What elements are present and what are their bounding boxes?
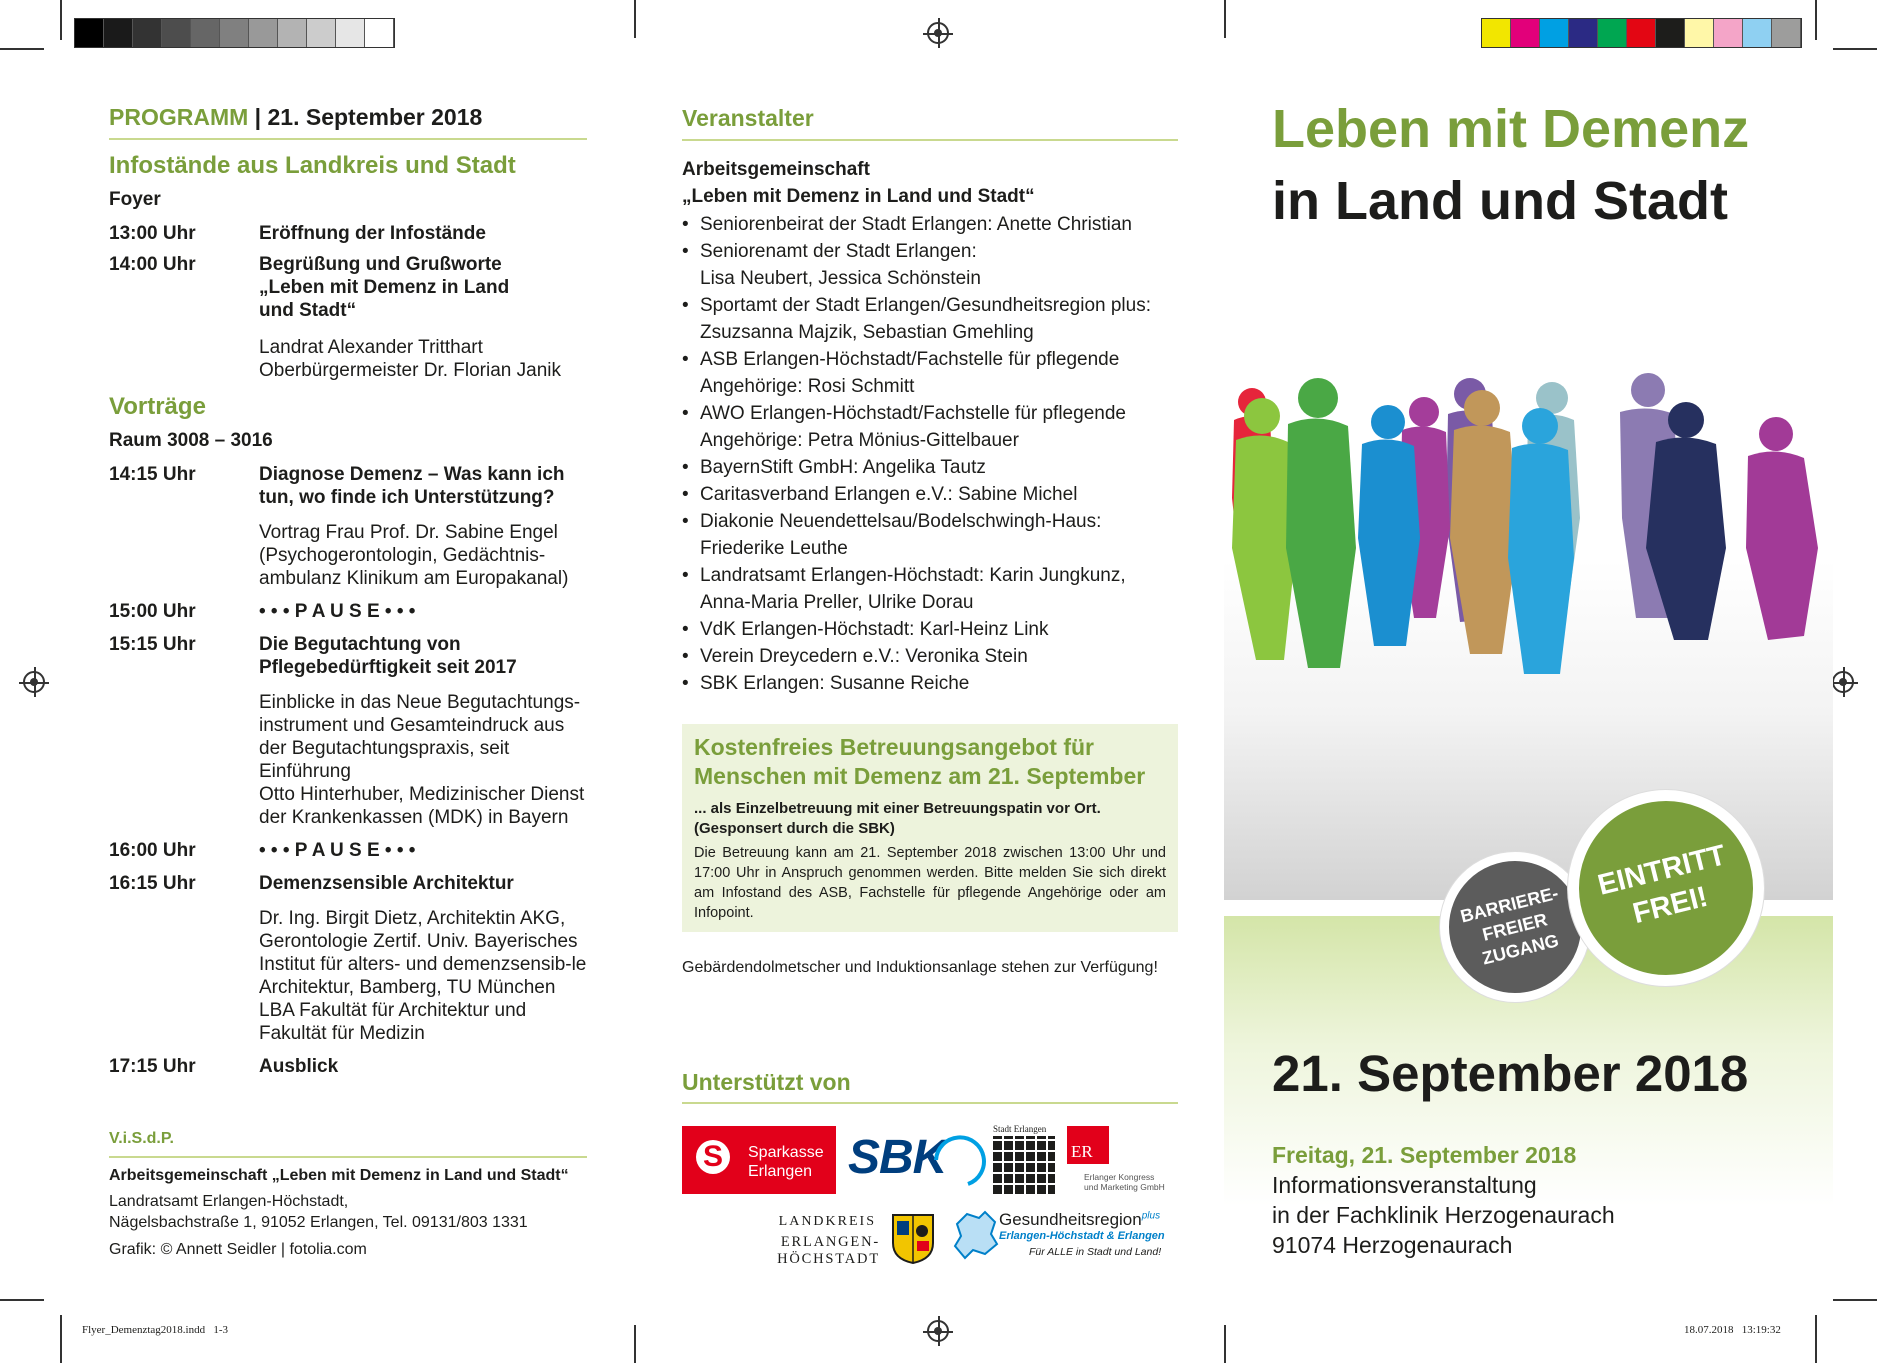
cover-title-2: in Land und Stadt [1272,171,1728,231]
schedule-row [109,1055,589,1078]
free-entry-text: EINTRITT FREI! [1594,839,1730,931]
crop-mark [1224,0,1226,38]
cover-info-1: Informationsveranstaltung [1272,1172,1537,1198]
ekm-text-2: und Marketing GmbH [1084,1182,1165,1192]
schedule-row [109,633,589,829]
schedule-row [109,600,589,623]
list-item: • Seniorenamt der Stadt Erlangen: Lisa Neubert, Jessica Schönstein [682,238,992,292]
grayscale-strip [74,18,395,48]
schedule-time: 17:15 Uhr [109,1056,196,1077]
stadt-erlangen-logo [993,1124,1055,1196]
gr-subtitle: Erlangen-Höchstadt & Erlangen [999,1230,1165,1242]
divider [109,138,587,140]
talks-title: Vorträge [109,393,206,420]
stadt-erlangen-text: Stadt Erlangen [993,1124,1047,1134]
crop-mark [634,1325,636,1363]
schedule-title: Begrüßung und Grußworte „Leben mit Demenz in Land und Stadt“ [259,254,510,321]
ag-line-2: „Leben mit Demenz in Land und Stadt“ [682,186,1035,207]
list-item: • SBK Erlangen: Susanne Reiche [682,670,1162,697]
cover-day: Freitag, 21. September 2018 [1272,1142,1577,1168]
crop-mark [60,1315,62,1363]
divider [682,139,1178,141]
list-item: • Sportamt der Stadt Erlangen/Gesundheitsregion plus: Zsuzsanna Majzik, Sebastian Gmehling [682,292,1152,346]
er-box: ER [1067,1126,1109,1164]
cover-info-2: in der Fachklinik Herzogenaurach [1272,1202,1615,1228]
foyer-label: Foyer [109,189,161,210]
crop-mark [0,48,44,50]
registration-mark [1832,671,1854,693]
schedule-time: 14:00 Uhr [109,254,196,275]
ekm-text-1: Erlanger Kongress [1084,1172,1155,1182]
ag-line-1: Arbeitsgemeinschaft [682,159,870,180]
people-silhouettes-image [1222,368,1834,680]
gr-plus: plus [1141,1210,1161,1222]
list-item: • Landratsamt Erlangen-Höchstadt: Karin Jungkunz, Anna-Maria Preller, Ulrike Dorau [682,562,1142,616]
schedule-title: Die Begutachtung von Pflegebedürftigkeit seit 2017 [259,634,517,678]
list-item: • Diakonie Neuendettelsau/Bodelschwingh-Haus: Friederike Leuthe [682,508,1122,562]
divider [682,1102,1178,1104]
barrier-free-text: BARRIERE-FREIER ZUGANG [1458,882,1561,968]
coat-of-arms-icon [891,1213,935,1265]
schedule-block-1 [109,222,589,388]
organizer-list [682,211,1162,697]
schedule-time: 16:15 Uhr [109,873,196,894]
landkreis-text-2: ERLANGEN-HÖCHSTADT [777,1234,880,1267]
free-entry-badge [1568,790,1764,986]
infostands-title: Infostände aus Landkreis und Stadt [109,152,516,179]
schedule-detail: Dr. Ing. Birgit Dietz, Architektin AKG, Gerontologie Zertif. Univ. Bayerisches Institut für alters- und demenzsensib-le Architektur, Bamberg, TU München LBA Fakultät für Architektur und Fakultät für Medizin [259,908,587,1044]
schedule-detail: Einblicke in das Neue Begutachtungs-instrument und Gesamteindruck aus der Begutachtungspraxis, seit Einführung Otto Hinterhuber, Medizinischer Dienst der Krankenkassen (MDK) in Bayern [259,692,585,828]
list-item: • Verein Dreycedern e.V.: Veronika Stein [682,643,1162,670]
schedule-row [109,839,589,862]
cover-title-1: Leben mit Demenz [1272,99,1750,159]
schedule-row [109,872,589,1045]
registration-mark [23,671,45,693]
crop-mark [1833,1299,1877,1301]
support-title: Unterstützt von [682,1069,851,1095]
grafik-credit: Grafik: © Annett Seidler | fotolia.com [109,1241,367,1258]
sparkasse-name: Sparkasse [748,1144,824,1161]
schedule-time: 15:15 Uhr [109,634,196,655]
ekm-logo [1067,1126,1187,1196]
care-offer-text: Die Betreuung kann am 21. September 2018 zwischen 13:00 Uhr und 17:00 Uhr in Anspruch genommen werden. Bitte melden Sie sich direkt am Infostand des ASB, Fachstelle für pflegende Angehörige oder am Infopoint. [694,845,1166,921]
schedule-row [109,253,589,382]
barrier-free-badge [1440,852,1590,1002]
room-label: Raum 3008 – 3016 [109,430,273,451]
gr-title [999,1210,1160,1230]
color-strip [1481,18,1802,48]
time-slug: 18.07.2018 13:19:32 [1684,1324,1781,1336]
sbk-logo [848,1130,988,1190]
schedule-time: 14:15 Uhr [109,464,196,485]
gr-text: Gesundheitsregion [999,1210,1142,1229]
schedule-title: Diagnose Demenz – Was kann ich tun, wo finde ich Unterstützung? [259,464,565,508]
visdp-address-2: Nägelsbachstraße 1, 91052 Erlangen, Tel. 09131/803 1331 [109,1214,528,1231]
crop-mark [60,0,62,40]
file-slug: Flyer_Demenztag2018.indd 1-3 [82,1324,229,1336]
list-item: • Seniorenbeirat der Stadt Erlangen: Anette Christian [682,211,1162,238]
crop-mark [634,0,636,38]
cover-info-3: 91074 Herzogenaurach [1272,1232,1513,1258]
gesundheitsregion-logo [951,1208,1176,1268]
list-item: • ASB Erlangen-Höchstadt/Fachstelle für pflegende Angehörige: Rosi Schmitt [682,346,1122,400]
visdp-address-1: Landratsamt Erlangen-Höchstadt, [109,1193,349,1210]
divider [109,1156,587,1158]
schedule-row [109,222,589,245]
crop-mark [0,1299,44,1301]
list-item: • Caritasverband Erlangen e.V.: Sabine Michel [682,481,1162,508]
care-offer-title: Kostenfreies Betreuungsangebot für Menschen mit Demenz am 21. September [694,734,1146,789]
registration-mark [927,22,949,44]
visdp-label: V.i.S.d.P. [109,1130,174,1147]
sparkasse-s-icon: S [696,1140,730,1174]
crop-mark [1224,1325,1226,1363]
sparkasse-logo [682,1126,836,1194]
cover-big-date: 21. September 2018 [1272,1045,1749,1102]
sparkasse-city: Erlangen [748,1163,813,1180]
person-silhouette [1746,417,1818,640]
schedule-detail: Vortrag Frau Prof. Dr. Sabine Engel (Psychogerontologin, Gedächtnis-ambulanz Klinikum am Europakanal) [259,522,569,589]
sbk-swoosh-icon [928,1130,988,1190]
schedule-time: 16:00 Uhr [109,840,196,861]
program-date: | 21. September 2018 [254,104,483,130]
list-item: • BayernStift GmbH: Angelika Tautz [682,454,1162,481]
list-item: • VdK Erlangen-Höchstadt: Karl-Heinz Link [682,616,1162,643]
region-map-icon [951,1210,999,1262]
care-offer-box [682,724,1178,932]
program-heading [109,104,482,131]
registration-mark [927,1320,949,1342]
schedule-title: Eröffnung der Infostände [259,223,486,244]
schedule-title: Demenzsensible Architektur [259,873,514,894]
interpreter-note: Gebärdendolmetscher und Induktionsanlage stehen zur Verfügung! [682,959,1158,976]
crop-mark [1833,48,1877,50]
sbk-text: SBK [848,1131,947,1184]
crop-mark [1815,0,1817,40]
landkreis-logo [684,1214,880,1268]
schedule-detail: Landrat Alexander Tritthart Oberbürgermeister Dr. Florian Janik [259,337,561,381]
care-offer-subtitle: ... als Einzelbetreuung mit einer Betreuungspatin vor Ort. (Gesponsert durch die SBK) [694,800,1101,837]
schedule-title: • • • P A U S E • • • [259,601,416,622]
schedule-time: 15:00 Uhr [109,601,196,622]
list-item: • AWO Erlangen-Höchstadt/Fachstelle für pflegende Angehörige: Petra Mönius-Gittelbauer [682,400,1142,454]
schedule-row [109,463,589,590]
schedule-time: 13:00 Uhr [109,223,196,244]
schedule-block-2 [109,463,589,1084]
schedule-title: Ausblick [259,1056,339,1077]
schedule-title: • • • P A U S E • • • [259,840,416,861]
organizer-title: Veranstalter [682,105,814,131]
stadt-grid-icon [993,1136,1055,1194]
person-silhouette [1286,378,1356,668]
program-label: PROGRAMM [109,104,249,130]
visdp-org: Arbeitsgemeinschaft „Leben mit Demenz in Land und Stadt“ [109,1167,569,1184]
landkreis-text-1: LANDKREIS [778,1214,876,1229]
gr-slogan: Für ALLE in Stadt und Land! [1029,1246,1162,1258]
crop-mark [1815,1315,1817,1363]
